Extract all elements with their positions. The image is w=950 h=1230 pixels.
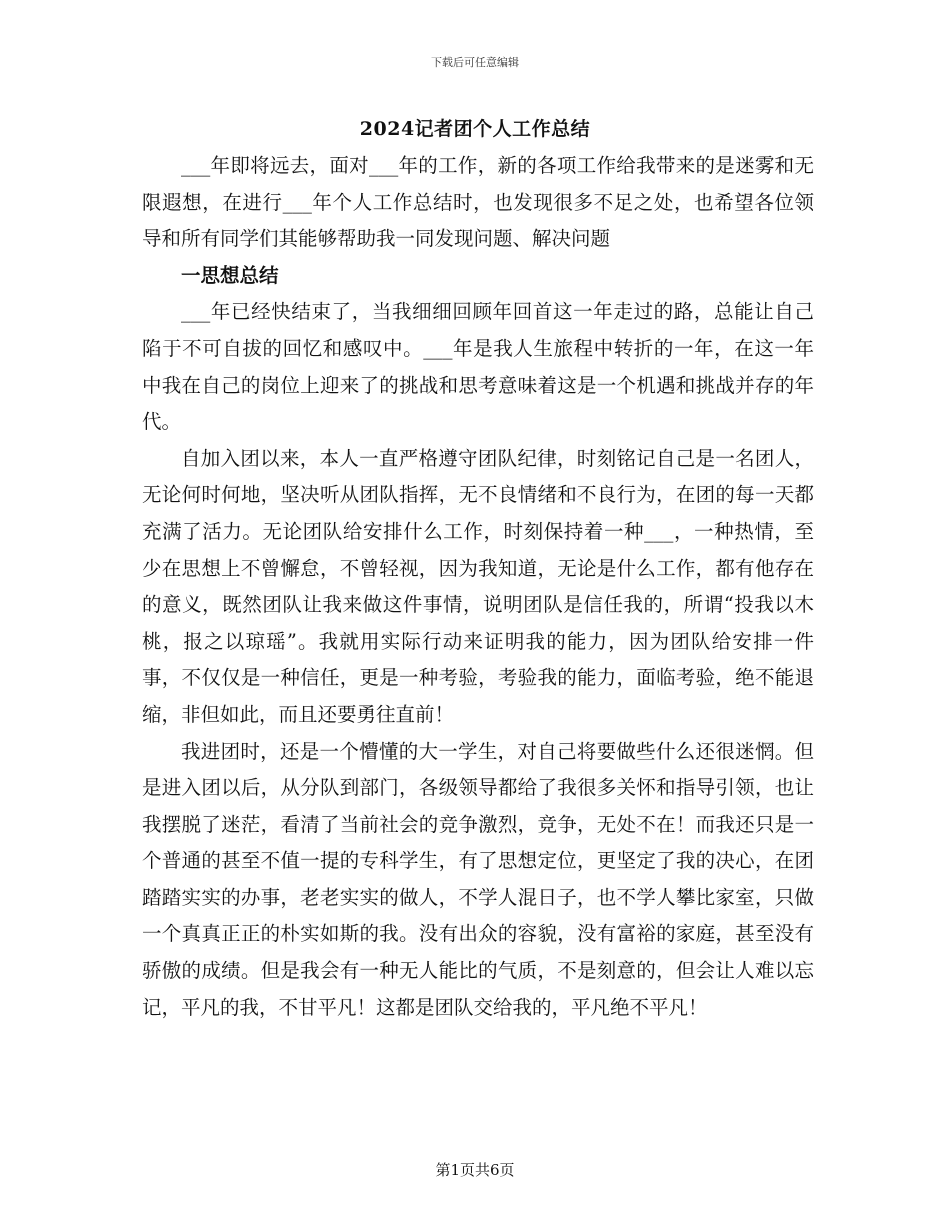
body-paragraph: 自加入团以来，本人一直严格遵守团队纪律，时刻铭记自己是一名团人，无论何时何地，坚决听从团队指挥，无不良情绪和不良行为，在团的每一天都充满了活力。无论团队给安排什么工作，时刻保持着一种___，一种热情，至少在思想上不曾懈怠，不曾轻视，因为我知道，无论是什么工作，都有他存在的意义，既然团队让我来做这件事情，说明团队是信任我的，所谓“投我以木桃，报之以琼瑶”。我就用实际行动来证明我的能力，因为团队给安排一件事，不仅仅是一种信任，更是一种考验，考验我的能力，面临考验，绝不能退缩，非但如此，而且还要勇往直前！ (142, 446, 814, 726)
page-number-footer: 第1页共6页 (435, 1161, 515, 1179)
body-paragraph: 我进团时，还是一个懵懂的大一学生，对自己将要做些什么还很迷惘。但是进入团以后，从分队到部门，各级领导都给了我很多关怀和指导引领，也让我摆脱了迷茫，看清了当前社会的竞争激烈，竞争，无处不在！而我还只是一个普通的甚至不值一提的专科学生，有了思想定位，更坚定了我的决心，在团踏踏实实的办事，老老实实的做人，不学人混日子，也不学人攀比家室，只做一个真真正正的朴实如斯的我。没有出众的容貌，没有富裕的家庭，甚至没有骄傲的成绩。但是我会有一种无人能比的气质，不是刻意的，但会让人难以忘记，平凡的我，不甘平凡！这都是团队交给我的，平凡绝不平凡！ (142, 739, 814, 1019)
body-paragraph: ___年已经快结束了，当我细细回顾年回首这一年走过的路，总能让自己陷于不可自拔的回忆和感叹中。___年是我人生旅程中转折的一年，在这一年中我在自己的岗位上迎来了的挑战和思考意味着这是一个机遇和挑战并存的年代。 (142, 300, 814, 434)
intro-paragraph: ___年即将远去，面对___年的工作，新的各项工作给我带来的是迷雾和无限遐想，在进行___年个人工作总结时，也发现很多不足之处，也希望各位领导和所有同学们其能够帮助我一同发现问题、解决问题 (142, 154, 814, 251)
document-body (142, 148, 814, 1026)
section-heading: 一思想总结 (181, 263, 279, 287)
document-title: 2024记者团个人工作总结 (359, 118, 591, 140)
header-note: 下载后可任意编辑 (431, 56, 519, 69)
